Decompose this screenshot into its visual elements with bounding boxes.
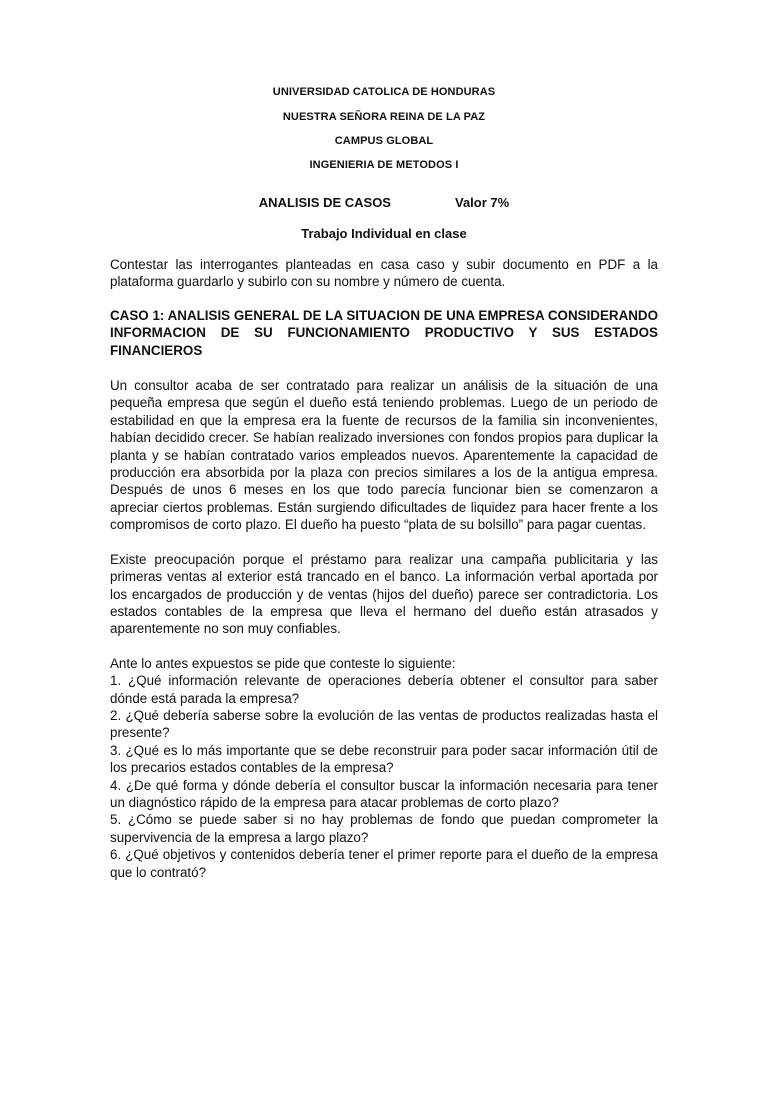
assignment-title-row [110,195,658,211]
campus-name: NUESTRA SEÑORA REINA DE LA PAZ [282,111,486,123]
assignment-value: Valor 7% [454,195,510,210]
course-name: INGENIERIA DE METODOS I [309,159,459,171]
case-paragraph-2: Existe preocupación porque el préstamo para realizar una campaña publicitaria y las primeras ventas al exterior está trancado en el banco. La información verbal aportada por los encargados de producción y de ventas (hijos del dueño) parece ser contradictoria. Los estados contables de la empresa que lleva el hermano del dueño están atrasados y aparentemente no son muy confiables. [110,551,658,637]
instructions-paragraph: Contestar las interrogantes planteadas en casa caso y subir documento en PDF a la plataforma guardarlo y subirlo con su nombre y número de cuenta. [110,257,658,290]
case-heading: CASO 1: ANALISIS GENERAL DE LA SITUACION DE UNA EMPRESA CONSIDERANDO INFORMACION DE SU FUNCIONAMIENTO PRODUCTIVO Y SUS ESTADOS FINANCIEROS [110,307,658,358]
campus-label: CAMPUS GLOBAL [334,135,434,147]
assignment-subtitle: Trabajo Individual en clase [301,226,467,241]
university-name: UNIVERSIDAD CATOLICA DE HONDURAS [272,86,496,98]
question-item: 2. ¿Qué debería saberse sobre la evolución de las ventas de productos realizadas hasta el presente? [110,707,658,741]
question-item: 4. ¿De qué forma y dónde debería el consultor buscar la información necesaria para tener un diagnóstico rápido de la empresa para atacar problemas de corto plazo? [110,777,658,810]
question-item: 5. ¿Cómo se puede saber si no hay problemas de fondo que puedan comprometer la supervivencia de la empresa a largo plazo? [110,812,658,845]
questions-intro: Ante lo antes expuestos se pide que conteste lo siguiente: [110,655,456,671]
question-item: 1. ¿Qué información relevante de operaciones debería obtener el consultor para saber dónde está parada la empresa? [110,673,658,706]
document-header [110,86,658,172]
assignment-title: ANALISIS DE CASOS [258,195,391,210]
question-item: 6. ¿Qué objetivos y contenidos debería tener el primer reporte para el dueño de la empresa que lo contrató? [110,847,658,880]
case-paragraph-1: Un consultor acaba de ser contratado para realizar un análisis de la situación de una pequeña empresa que según el dueño está teniendo problemas. Luego de un periodo de estabilidad en que la empresa era la fuente de recursos de la familia sin inconvenientes, habían decidido crecer. Se habían realizado inversiones con fondos propios para duplicar la planta y se habían contratado varios empleados nuevos. Aparentemente la capacidad de producción era absorbida por la plaza con precios similares a los de la antigua empresa. Después de unos 6 meses en los que todo parecía funcionar bien se comenzaron a apreciar ciertos problemas. Están surgiendo dificultades de liquidez para hacer frente a los compromisos de corto plazo. El dueño ha puesto “plata de su bolsillo” para pagar cuentas. [110,378,658,533]
questions-section [110,655,658,881]
question-item: 3. ¿Qué es lo más importante que se debe reconstruir para poder sacar información útil de los precarios estados contables de la empresa? [110,742,658,776]
document-page [0,86,768,1110]
